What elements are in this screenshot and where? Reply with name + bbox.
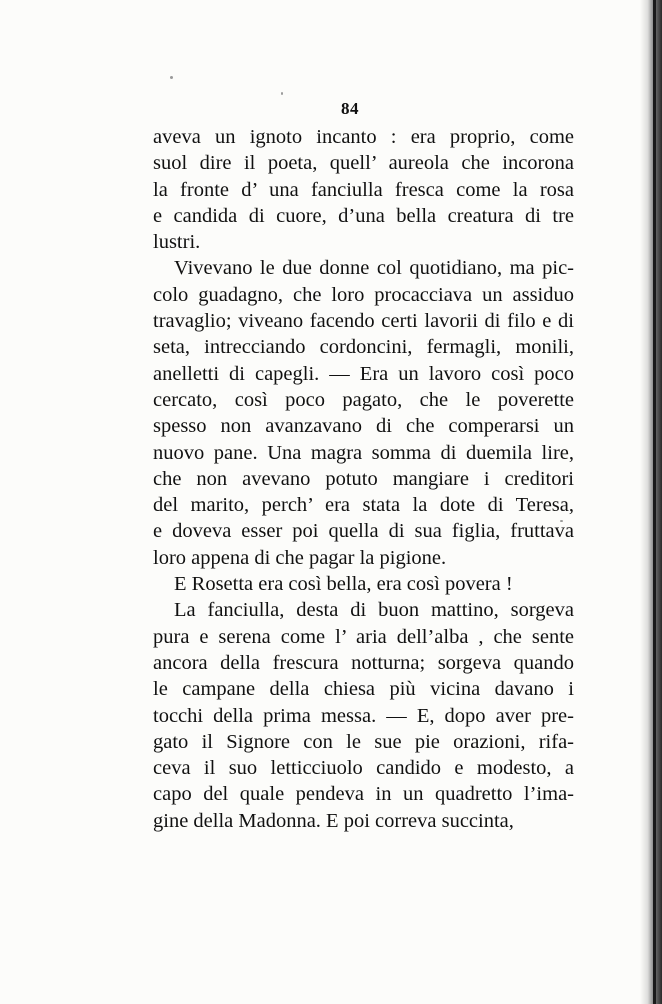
text-line: aveva un ignoto incanto : era proprio, come <box>153 126 574 148</box>
text-line: ceva il suo letticciuolo candido e modesto, a <box>153 757 574 780</box>
text-line: ancora della frescura notturna; sorgeva quando <box>153 651 574 674</box>
text-line: gine della Madonna. E poi correva succinta, <box>153 809 514 832</box>
page-number: 84 <box>341 99 359 118</box>
paragraph <box>153 124 574 255</box>
text-line: nuovo pane. Una magra somma di duemila lire, <box>153 441 574 464</box>
text-line: lustri. <box>153 231 201 254</box>
text-line: La fanciulla, desta di buon mattino, sorgeva <box>174 599 574 622</box>
text-line: E Rosetta era così bella, era così povera ! <box>174 573 513 596</box>
text-line: le campane della chiesa più vicina davano i <box>153 678 574 701</box>
paper-speck <box>281 92 283 95</box>
text-line: Vivevano le due donne col quotidiano, ma pic- <box>174 257 574 280</box>
text-line: capo del quale pendeva in un quadretto l’ima- <box>153 783 574 806</box>
text-line: travaglio; viveano facendo certi lavorii di filo e di <box>153 310 574 333</box>
text-line: gato il Signore con le sue pie orazioni, rifa- <box>153 730 574 753</box>
text-line: cercato, così poco pagato, che le poverette <box>153 388 574 411</box>
page-edge-shadow <box>640 0 662 1004</box>
text-line: la fronte d’ una fanciulla fresca come la rosa <box>153 178 574 201</box>
text-line: suol dire il poeta, quell’ aureola che incorona <box>153 152 574 175</box>
paragraph <box>153 571 574 597</box>
text-line: spesso non avanzavano di che comperarsi un <box>153 415 574 438</box>
text-line: e candida di cuore, d’una bella creatura di tre <box>153 204 574 227</box>
text-line: loro appena di che pagar la pigione. <box>153 546 447 569</box>
text-line: che non avevano potuto mangiare i creditori <box>153 467 574 490</box>
paper-speck <box>170 76 173 79</box>
text-line: colo guadagno, che loro procacciava un assiduo <box>153 283 574 306</box>
text-line: del marito, perch’ era stata la dote di Teresa, <box>153 494 574 517</box>
paragraph <box>153 255 574 571</box>
text-line: anelletti di capegli. — Era un lavoro così poco <box>153 362 574 385</box>
body-text <box>153 124 574 834</box>
page-edge-line <box>653 0 656 1004</box>
text-line: pura e serena come l’ aria dell’alba , che sente <box>153 625 574 648</box>
text-line: tocchi della prima messa. — E, dopo aver pre- <box>153 704 574 727</box>
paragraph <box>153 597 574 834</box>
text-line: e doveva esser poi quella di sua figlia, fruttava <box>153 520 574 543</box>
text-line: seta, intrecciando cordoncini, fermagli, monili, <box>153 336 574 359</box>
